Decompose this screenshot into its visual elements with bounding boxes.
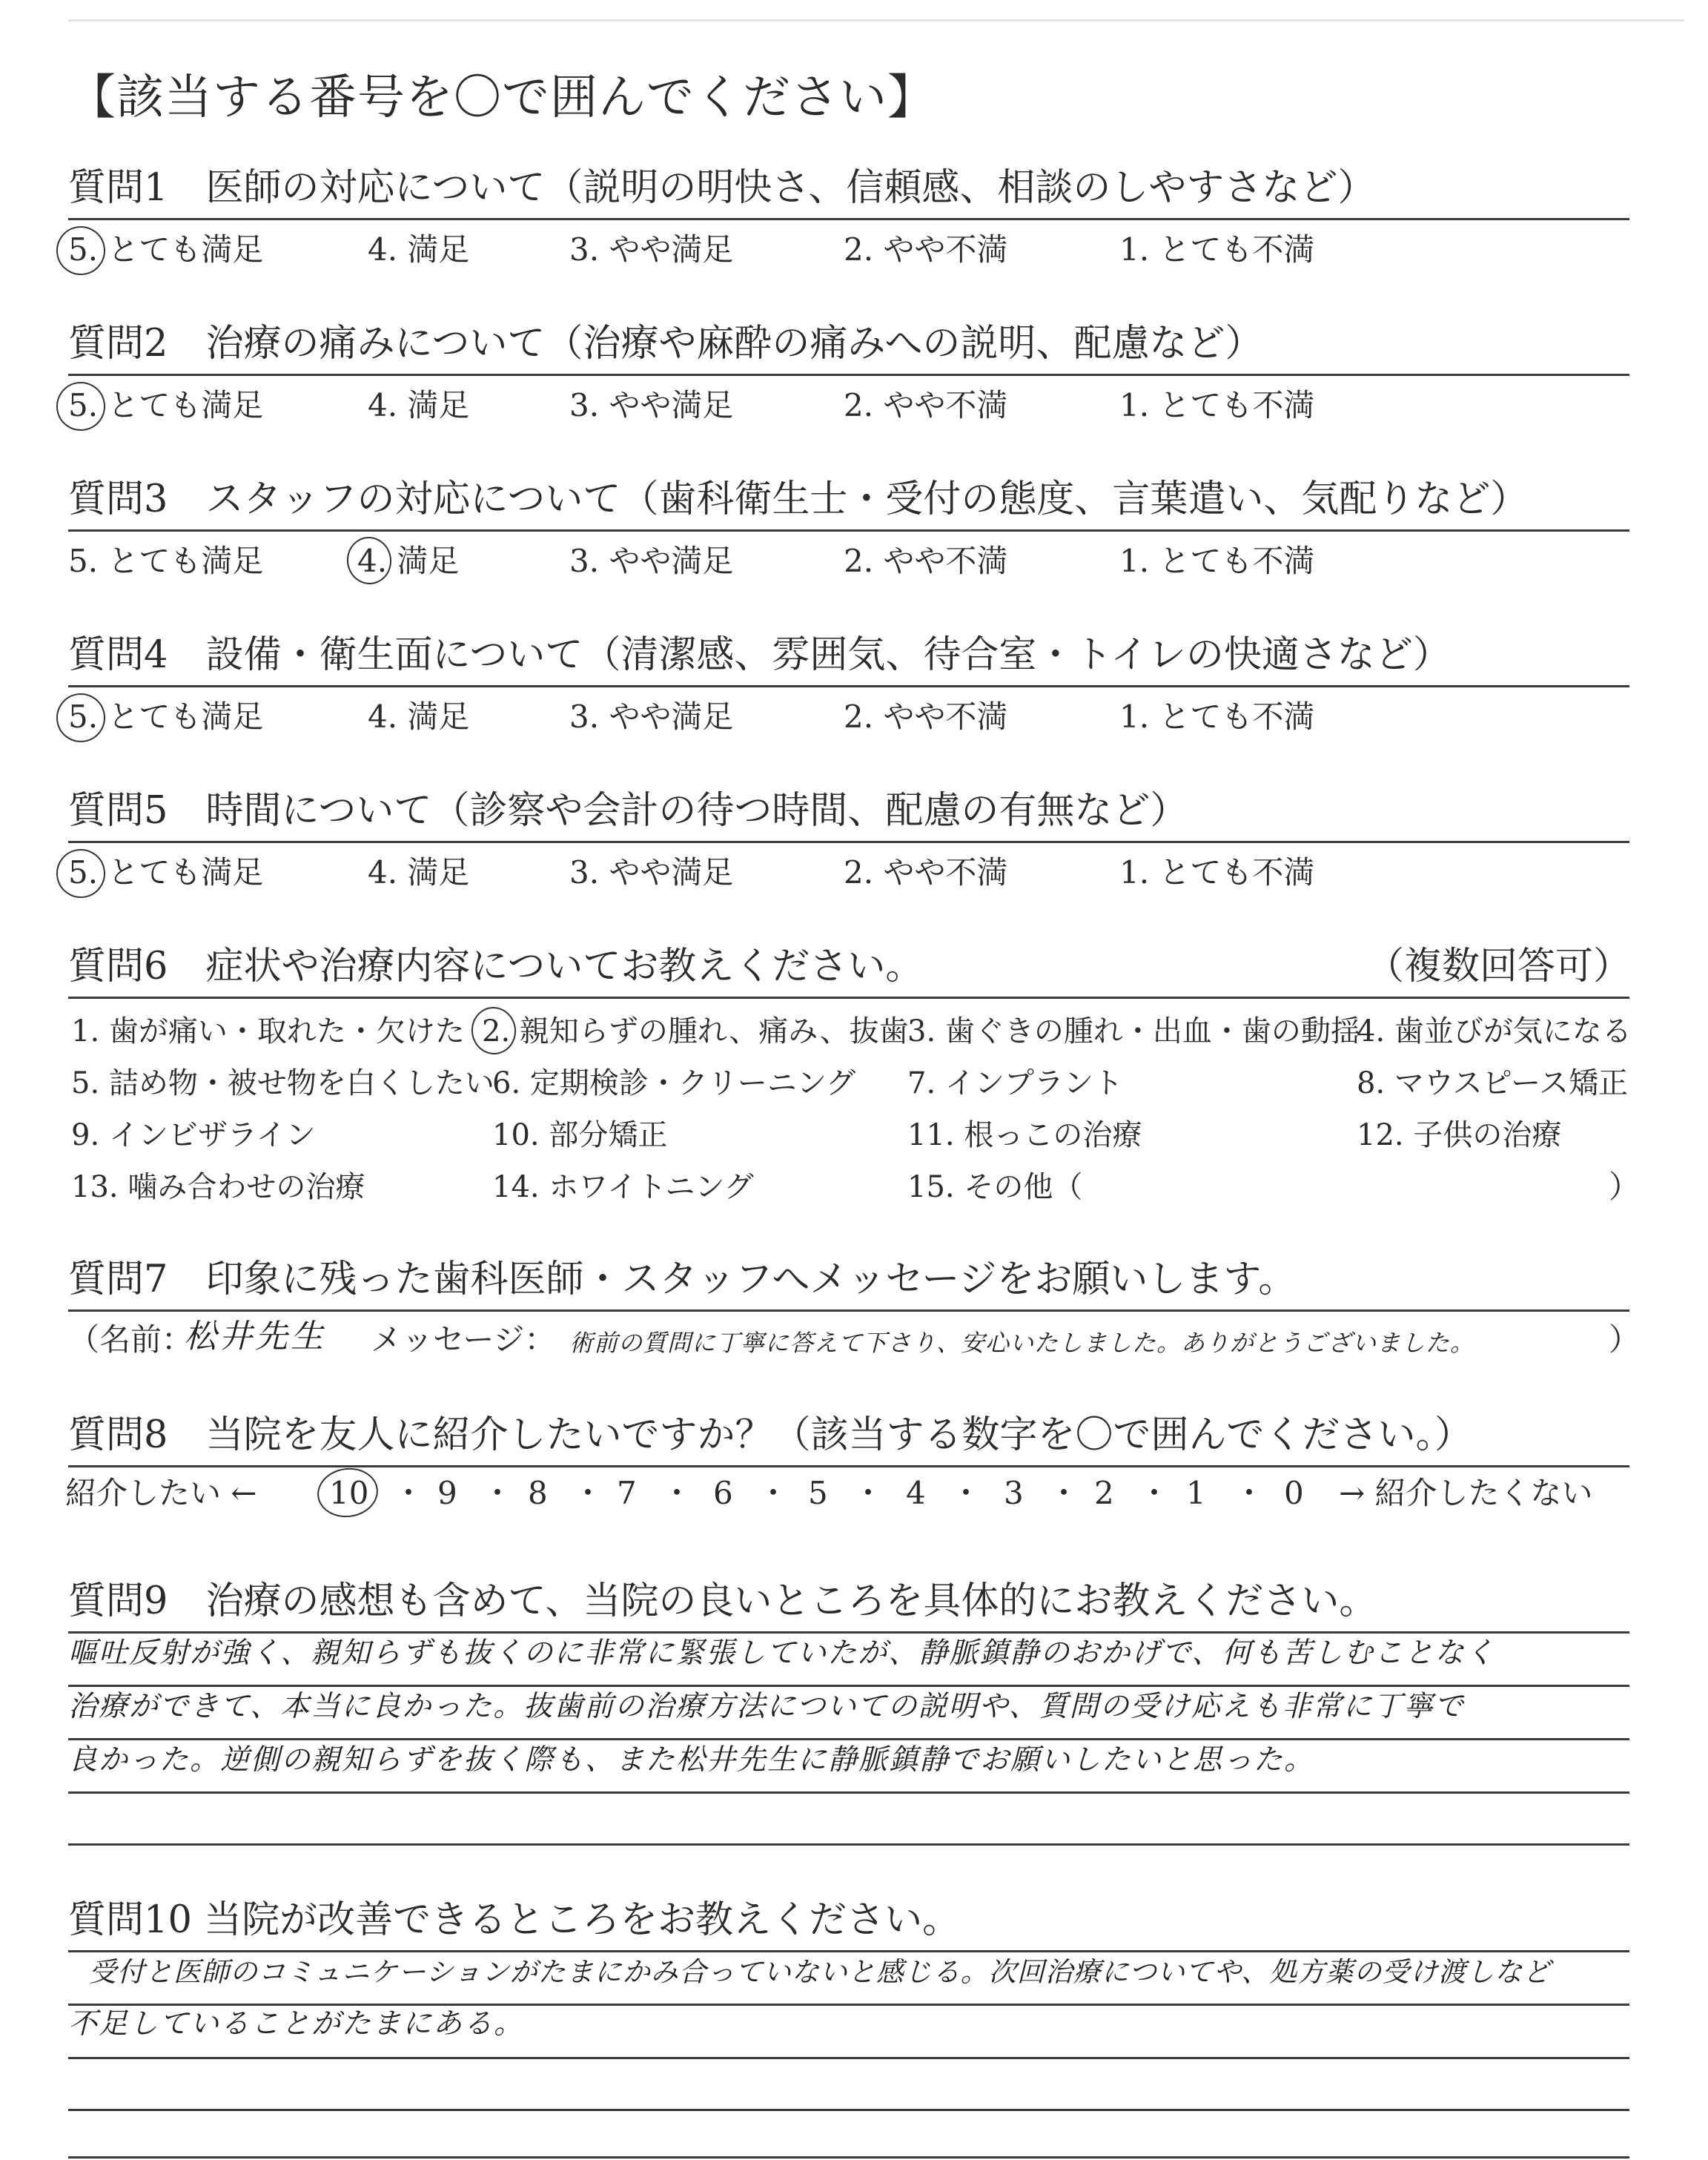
q4-option-3[interactable]: 3. やや満足 [569,698,734,735]
q6-option-15[interactable]: 15. その他（ [907,1170,1083,1204]
q8-dot: ・ [758,1475,790,1511]
q1-option-3[interactable]: 3. やや満足 [569,231,734,268]
q8-scale-2[interactable]: 2 [1094,1475,1114,1511]
question-2-rule [68,374,1629,376]
q5-option-5[interactable]: 5. とても満足 [68,854,264,891]
q2-option-5[interactable]: 5. とても満足 [68,387,264,423]
q7-name-value[interactable]: 松井先生 [184,1318,326,1355]
question-8-heading: 質問8 当院を友人に紹介したいですか？（該当する数字を〇で囲んでください。） [68,1413,1472,1457]
q4-option-1[interactable]: 1. とても不満 [1119,698,1315,735]
q2-option-4[interactable]: 4. 満足 [368,387,470,423]
q2-option-2[interactable]: 2. やや不満 [844,387,1008,423]
question-5-heading: 質問5 時間について（診察や会計の待つ時間、配慮の有無など） [68,789,1188,833]
question-5-rule [68,841,1629,843]
q2-option-1[interactable]: 1. とても不満 [1119,387,1315,423]
q7-name-label: （名前： [68,1321,193,1358]
q1-option-1[interactable]: 1. とても不満 [1119,231,1315,268]
q8-scale-5[interactable]: 5 [808,1475,828,1511]
q8-left-label: 紹介したい ← [65,1475,257,1511]
q7-message-label: メッセージ： [371,1321,556,1358]
q3-option-4[interactable]: 4. 満足 [357,543,460,579]
q5-option-1[interactable]: 1. とても不満 [1119,854,1315,891]
multiple-answers-note: （複数回答可） [1366,945,1631,988]
q10-line [68,2109,1629,2111]
q6-option-8[interactable]: 8. マウスピース矯正 [1357,1066,1629,1100]
q3-option-3[interactable]: 3. やや満足 [569,543,734,579]
q8-dot: ・ [572,1475,604,1511]
q3-option-1[interactable]: 1. とても不満 [1119,543,1315,579]
q9-line [68,1843,1629,1846]
q6-option-10[interactable]: 10. 部分矯正 [492,1118,668,1152]
q6-option-6[interactable]: 6. 定期検診・クリーニング [492,1066,856,1100]
question-7-rule [68,1309,1629,1312]
q8-right-label: → 紹介したくない [1339,1475,1593,1511]
q8-scale-4[interactable]: 4 [906,1475,926,1511]
q1-option-5[interactable]: 5. とても満足 [68,231,264,268]
q8-scale-3[interactable]: 3 [1004,1475,1024,1511]
q6-option-14[interactable]: 14. ホワイトニング [492,1170,754,1204]
question-1-rule [68,218,1629,220]
q4-option-2[interactable]: 2. やや不満 [844,698,1008,735]
top-border-line [68,19,1684,22]
q3-option-5[interactable]: 5. とても満足 [68,543,264,579]
q8-scale-10[interactable]: 10 [329,1475,369,1511]
q1-option-2[interactable]: 2. やや不満 [844,231,1008,268]
question-4-heading: 質問4 設備・衛生面について（清潔感、雰囲気、待合室・トイレの快適さなど） [68,633,1451,677]
q6-other-close: ） [1609,1169,1641,1205]
q4-option-4[interactable]: 4. 満足 [368,698,470,735]
question-2-heading: 質問2 治療の痛みについて（治療や麻酔の痛みへの説明、配慮など） [68,322,1263,366]
q4-option-5[interactable]: 5. とても満足 [68,698,264,735]
q8-scale-7[interactable]: 7 [617,1475,637,1511]
q5-option-4[interactable]: 4. 満足 [368,854,470,891]
q6-option-4[interactable]: 4. 歯並びが気になる [1357,1014,1632,1048]
q6-option-7[interactable]: 7. インプラント [907,1066,1123,1100]
q10-answer-line-2[interactable]: 不足していることがたまにある。 [68,2007,525,2041]
q8-dot: ・ [853,1475,884,1511]
q6-option-13[interactable]: 13. 噛み合わせの治療 [71,1170,365,1204]
q9-line [68,1791,1629,1794]
question-8-rule [68,1465,1629,1467]
q6-option-11[interactable]: 11. 根っこの治療 [907,1118,1142,1152]
question-3-rule [68,529,1629,532]
q6-option-5[interactable]: 5. 詰め物・被せ物を白くしたい [71,1066,494,1100]
q8-scale-6[interactable]: 6 [713,1475,733,1511]
q10-answer-line-1[interactable]: 受付と医師のコミュニケーションがたまにかみ合っていないと感じる。次回治療についてや、処方薬の受け渡しなど [89,1956,1552,1988]
question-10-heading: 質問10 当院が改善できるところをお教えください。 [68,1898,961,1942]
page-title: 【該当する番号を〇で囲んでください】 [68,70,936,125]
question-1-heading: 質問1 医師の対応について（説明の明快さ、信頼感、相談のしやすさなど） [68,166,1376,210]
q6-option-9[interactable]: 9. インビザライン [71,1118,316,1152]
q8-scale-1[interactable]: 1 [1186,1475,1206,1511]
q9-answer-line-1[interactable]: 嘔吐反射が強く、親知らずも抜くのに非常に緊張していたが、静脈鎮静のおかげで、何も苦しむことなく [68,1636,1496,1670]
q9-answer-line-3[interactable]: 良かった。逆側の親知らずを抜く際も、また松井先生に静脈鎮静でお願いしたいと思った。 [68,1743,1315,1777]
q2-option-3[interactable]: 3. やや満足 [569,387,734,423]
q7-message-value[interactable]: 術前の質問に丁寧に答えて下さり、安心いたしました。ありがとうございました。 [569,1329,1475,1357]
q8-scale-9[interactable]: 9 [437,1475,457,1511]
q5-option-3[interactable]: 3. やや満足 [569,854,734,891]
q10-line [68,2057,1629,2059]
q5-option-2[interactable]: 2. やや不満 [844,854,1008,891]
q6-option-3[interactable]: 3. 歯ぐきの腫れ・出血・歯の動揺 [907,1014,1360,1048]
q8-dot: ・ [1048,1475,1080,1511]
question-7-heading: 質問7 印象に残った歯科医師・スタッフへメッセージをお願いします。 [68,1258,1297,1301]
q7-close-paren: ） [1609,1321,1641,1358]
question-9-heading: 質問9 治療の感想も含めて、当院の良いところを具体的にお教えください。 [68,1579,1377,1623]
question-3-heading: 質問3 スタッフの対応について（歯科衛生士・受付の態度、言葉遣い、気配りなど） [68,478,1529,521]
question-6-heading: 質問6 症状や治療内容についてお教えください。 [68,945,924,988]
question-6-rule [68,997,1629,999]
q10-line [68,2156,1629,2159]
q8-dot: ・ [661,1475,693,1511]
q8-scale-8[interactable]: 8 [528,1475,548,1511]
q8-scale-0[interactable]: 0 [1284,1475,1304,1511]
q8-dot: ・ [393,1475,425,1511]
q6-option-12[interactable]: 12. 子供の治療 [1357,1118,1562,1152]
q6-option-2[interactable]: 2. 親知らずの腫れ、痛み、抜歯 [482,1014,909,1048]
q8-dot: ・ [1139,1475,1171,1511]
q3-option-2[interactable]: 2. やや不満 [844,543,1008,579]
q8-dot: ・ [950,1475,982,1511]
q6-option-1[interactable]: 1. 歯が痛い・取れた・欠けた [71,1014,465,1048]
q1-option-4[interactable]: 4. 満足 [368,231,470,268]
q8-dot: ・ [482,1475,514,1511]
question-4-rule [68,685,1629,687]
q9-answer-line-2[interactable]: 治療ができて、本当に良かった。抜歯前の治療方法についての説明や、質問の受け応えも非常に丁寧で [68,1690,1465,1723]
q8-dot: ・ [1234,1475,1265,1511]
